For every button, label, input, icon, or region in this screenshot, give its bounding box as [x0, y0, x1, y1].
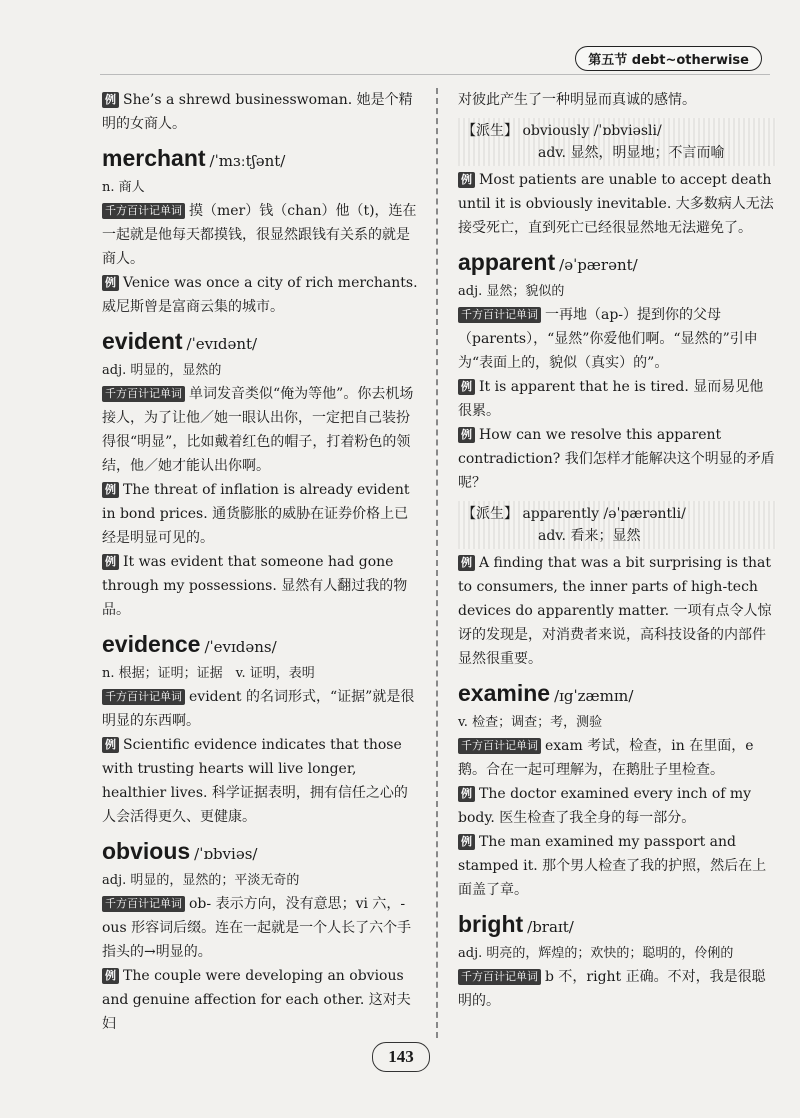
- entry-evident: [102, 325, 420, 360]
- entry-apparent: [458, 246, 776, 281]
- example-line: 例 The couple were developing an obvious and genuine affection for each other. 这对夫妇: [102, 968, 411, 1032]
- derivative-definition: adv. 看来；显然: [538, 528, 641, 544]
- memory-tip: 千方百计记单词 ob- 表示方向，没有意思；vi 六，-ous 形容词后缀。连在一起就是一个人长了六个手指头的→明显的。: [102, 896, 412, 960]
- memory-tag: 千方百计记单词: [458, 307, 541, 323]
- left-column: [102, 88, 420, 1036]
- phonetic: /ɪgˈzæmɪn/: [554, 687, 634, 705]
- example-tag: 例: [102, 737, 119, 753]
- memory-tip: 千方百计记单词 evident 的名词形式，“证据”就是很明显的东西啊。: [102, 689, 415, 729]
- definition: adj. 显然；貌似的: [458, 284, 565, 299]
- memory-tag: 千方百计记单词: [102, 689, 185, 705]
- headword: obvious: [102, 838, 191, 864]
- example-line: 例 The threat of inflation is already evident in bond prices. 通货膨胀的威胁在证券价格上已经是明显可见的。: [102, 482, 410, 546]
- example-line: 例 She’s a shrewd businesswoman. 她是个精明的女商人。: [102, 92, 413, 132]
- definition: n. 根据；证明；证据 v. 证明，表明: [102, 666, 315, 681]
- phonetic: /ˈɒbviəs/: [194, 845, 258, 863]
- headword: evidence: [102, 631, 201, 657]
- memory-tag: 千方百计记单词: [102, 203, 185, 219]
- phonetic: /ˈevɪdəns/: [204, 638, 277, 656]
- phonetic: /braɪt/: [527, 918, 574, 936]
- example-tag: 例: [102, 275, 119, 291]
- example-line: 例 How can we resolve this apparent contradiction? 我们怎样才能解决这个明显的矛盾呢？: [458, 427, 775, 491]
- example-line: 例 Venice was once a city of rich merchants. 威尼斯曾是富商云集的城市。: [102, 275, 418, 315]
- headword: examine: [458, 680, 551, 706]
- phonetic: /ˈmɜːtʃənt/: [209, 152, 286, 170]
- entry-examine: [458, 677, 776, 712]
- header-rule: [100, 74, 770, 75]
- phonetic: /ˈevɪdənt/: [186, 335, 258, 353]
- column-divider: [436, 88, 438, 1038]
- definition: adj. 明显的，显然的；平淡无奇的: [102, 873, 300, 888]
- memory-tag: 千方百计记单词: [102, 386, 185, 402]
- entry-obvious: [102, 835, 420, 870]
- example-tag: 例: [102, 482, 119, 498]
- example-tag: 例: [102, 92, 119, 108]
- memory-tip: 千方百计记单词 exam 考试，检查，in 在里面，e 鹅。合在一起可理解为，在鹅肚子里检查。: [458, 738, 754, 778]
- example-tag: 例: [458, 379, 475, 395]
- example-continuation: 对彼此产生了一种明显而真诚的感情。: [458, 92, 696, 108]
- example-tag: 例: [102, 968, 119, 984]
- memory-tip: 千方百计记单词 b 不，right 正确。不对，我是很聪明的。: [458, 969, 766, 1009]
- section-header: 第五节 debt~otherwise: [575, 46, 762, 71]
- page-number: 143: [372, 1042, 430, 1072]
- example-tag: 例: [102, 554, 119, 570]
- example-line: 例 A finding that was a bit surprising is that to consumers, the inner parts of high-tech devices do apparently matter. 一项有点令人惊讶的发现是，对消费者来说，高科技设备的内部件显然很重要。: [458, 555, 772, 667]
- example-line: 例 It was evident that someone had gone through my possessions. 显然有人翻过我的物品。: [102, 554, 408, 618]
- example-line: 例 The doctor examined every inch of my body. 医生检查了我全身的每一部分。: [458, 786, 752, 826]
- phonetic: /əˈpærənt/: [559, 256, 638, 274]
- derivative-definition: adv. 显然，明显地；不言而喻: [538, 145, 725, 161]
- example-line: 例 Scientific evidence indicates that those with trusting hearts will live longer, healthier lives. 科学证据表明，拥有信任之心的人会活得更久、更健康。: [102, 737, 408, 825]
- definition: adj. 明显的，显然的: [102, 363, 222, 378]
- headword: evident: [102, 328, 183, 354]
- derivative-word: apparently /əˈpærəntli/: [522, 506, 686, 522]
- memory-tip: 千方百计记单词 单词发音类似“俺为等他”。你去机场接人，为了让他／她一眼认出你，一定把自己装扮得很“明显”，比如戴着红色的帽子，打着粉色的领结，他／她才能认出你啊。: [102, 386, 414, 474]
- memory-tip: 千方百计记单词 一再地（ap-）提到你的父母（parents），“显然”你爱他们啊。“显然的”引申为“表面上的，貌似（真实）的”。: [458, 307, 758, 371]
- headword: bright: [458, 911, 524, 937]
- memory-tip: 千方百计记单词 摸（mer）钱（chan）他（t)，连在一起就是他每天都摸钱，很显然跟钱有关系的就是商人。: [102, 203, 417, 267]
- entry-evidence: [102, 628, 420, 663]
- memory-tag: 千方百计记单词: [458, 738, 541, 754]
- example-line: 例 Most patients are unable to accept death until it is obviously inevitable. 大多数病人无法接受死亡，直到死亡已经很显然地无法避免了。: [458, 172, 774, 236]
- example-tag: 例: [458, 555, 475, 571]
- memory-tag: 千方百计记单词: [458, 969, 541, 985]
- memory-tag: 千方百计记单词: [102, 896, 185, 912]
- headword: merchant: [102, 145, 206, 171]
- derivative-label: 【派生】: [462, 123, 518, 139]
- example-tag: 例: [458, 427, 475, 443]
- right-column: [458, 88, 776, 1013]
- example-tag: 例: [458, 834, 475, 850]
- derivative-word: obviously /ˈɒbviəsli/: [522, 123, 662, 139]
- definition: v. 检查；调查；考，测验: [458, 715, 603, 730]
- example-tag: 例: [458, 172, 475, 188]
- headword: apparent: [458, 249, 556, 275]
- derivative-block: [458, 501, 776, 549]
- entry-bright: [458, 908, 776, 943]
- definition: adj. 明亮的，辉煌的；欢快的；聪明的，伶俐的: [458, 946, 734, 961]
- example-line: 例 The man examined my passport and stamped it. 那个男人检查了我的护照，然后在上面盖了章。: [458, 834, 767, 898]
- derivative-block: [458, 118, 776, 166]
- derivative-label: 【派生】: [462, 506, 518, 522]
- example-line: 例 It is apparent that he is tired. 显而易见他很累。: [458, 379, 764, 419]
- entry-merchant: [102, 142, 420, 177]
- definition: n. 商人: [102, 180, 145, 195]
- example-tag: 例: [458, 786, 475, 802]
